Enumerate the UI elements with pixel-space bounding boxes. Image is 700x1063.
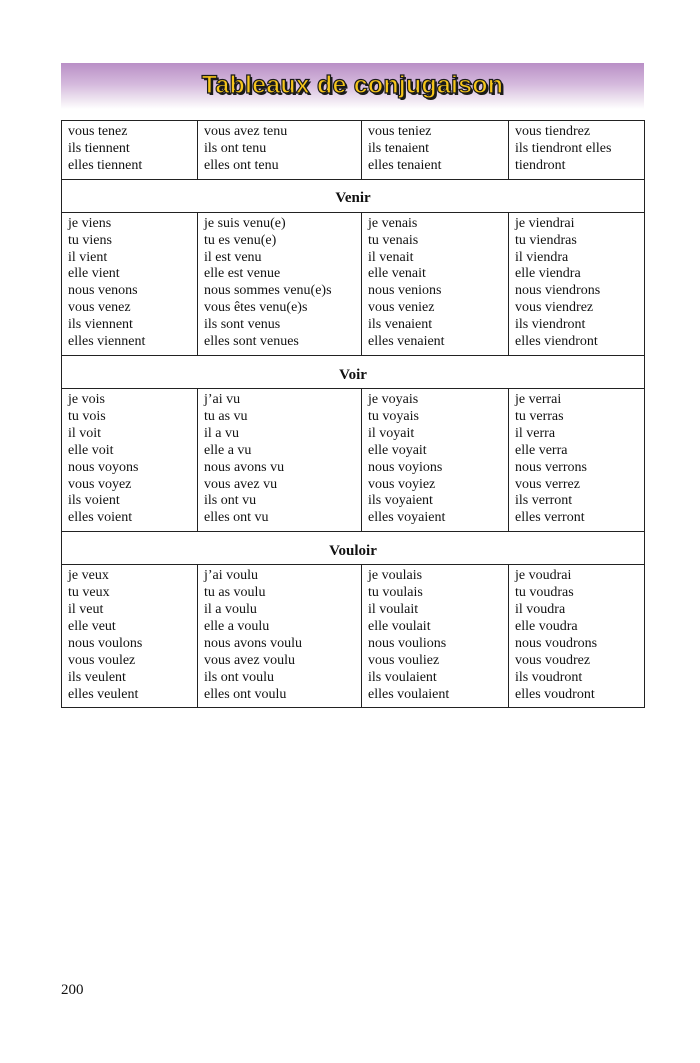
conjugation-form: j’ai voulu [204,568,259,584]
conjugation-form: je voudrai [515,568,572,584]
conjugation-form: je veux [68,568,109,584]
table-row [62,212,645,355]
conjugation-form: ils ont tenu [204,140,267,156]
conjugation-form: vous veniez [368,300,435,316]
conjugation-form: elles tenaient [368,157,442,173]
conjugation-form: elle voit [68,442,114,458]
conjugation-form: nous avons voulu [204,635,302,651]
verb-heading: Venir [62,179,645,212]
conjugation-form: ils veulent [68,669,126,685]
conjugation-cell [62,565,198,708]
conjugation-form: ils tiendront elles [515,140,612,156]
conjugation-form: il voudra [515,602,566,618]
conjugation-form: elles ont tenu [204,157,279,173]
conjugation-form: ils viennent [68,317,133,333]
conjugation-form: tu es venu(e) [204,232,277,248]
conjugation-form: elles tiennent [68,157,143,173]
conjugation-form: je suis venu(e) [204,215,286,231]
conjugation-form: elle venait [368,266,426,282]
conjugation-form: elles ont vu [204,510,269,526]
table-row [62,121,645,180]
conjugation-form: nous sommes venu(e)s [204,283,332,299]
conjugation-form: elles voudront [515,686,595,702]
conjugation-cell [198,388,362,531]
conjugation-form: ils voyaient [368,493,433,509]
conjugation-form: elle a vu [204,442,252,458]
conjugation-form: elle viendra [515,266,581,282]
conjugation-form: tu viendras [515,232,577,248]
conjugation-form: vous êtes venu(e)s [204,300,308,316]
conjugation-form: je verrai [515,391,562,407]
conjugation-form: vous avez vu [204,476,278,492]
conjugation-form: tu veux [68,585,110,601]
conjugation-cell [509,121,645,180]
conjugation-form: ils tiennent [68,140,130,156]
conjugation-form: tu as vu [204,408,248,424]
conjugation-form: il voulait [368,602,419,618]
conjugation-form: je venais [368,215,418,231]
verb-heading-row [62,532,645,565]
conjugation-form: il a vu [204,425,239,441]
conjugation-form: elle voulait [368,618,431,634]
conjugation-form: elle est venue [204,266,281,282]
conjugation-form: ils verront [515,493,573,509]
conjugation-form: vous verrez [515,476,580,492]
conjugation-form: il vient [68,249,108,265]
conjugation-cell [362,388,509,531]
conjugation-form: tu verras [515,408,564,424]
conjugation-form: vous avez voulu [204,652,295,668]
conjugation-form: vous voulez [68,652,136,668]
conjugation-cell [62,121,198,180]
conjugation-form: il veut [68,602,104,618]
conjugation-form: nous viendrons [515,283,601,299]
conjugation-form: il verra [515,425,556,441]
conjugation-form: nous voulons [68,635,143,651]
conjugation-cell [198,212,362,355]
conjugation-form: il venait [368,249,414,265]
conjugation-form: nous avons vu [204,459,285,475]
verb-heading: Voir [62,355,645,388]
conjugation-form: il voyait [368,425,415,441]
conjugation-form: ils viendront [515,317,586,333]
conjugation-form: elle vient [68,266,120,282]
conjugation-form: il est venu [204,249,262,265]
conjugation-form: elle voyait [368,442,427,458]
conjugation-form: ils voient [68,493,120,509]
conjugation-form: tiendront [515,157,566,173]
conjugation-form: ils ont voulu [204,669,275,685]
conjugation-form: elles viendront [515,334,598,350]
conjugation-cell [509,212,645,355]
conjugation-form: il voit [68,425,102,441]
conjugation-form: elles sont venues [204,334,299,350]
verb-heading: Vouloir [62,532,645,565]
conjugation-form: il a voulu [204,602,257,618]
conjugation-form: je voulais [368,568,423,584]
conjugation-cell [198,121,362,180]
conjugation-form: je vois [68,391,105,407]
conjugation-form: ils tenaient [368,140,430,156]
conjugation-form: vous tenez [68,124,128,139]
conjugation-form: elles viennent [68,334,146,350]
conjugation-form: elle voudra [515,618,578,634]
conjugation-form: nous verrons [515,459,587,475]
conjugation-form: il viendra [515,249,569,265]
conjugation-form: ils sont venus [204,317,281,333]
conjugation-form: elle veut [68,618,116,634]
conjugation-form: j’ai vu [204,391,241,407]
conjugation-form: elles voient [68,510,133,526]
conjugation-form: nous voyons [68,459,139,475]
conjugation-form: je viendrai [515,215,575,231]
conjugation-form: elles voyaient [368,510,446,526]
conjugation-form: tu voulais [368,585,423,601]
verb-heading-row [62,355,645,388]
conjugation-form: je voyais [368,391,419,407]
conjugation-form: vous teniez [368,124,432,139]
conjugation-form: ils voulaient [368,669,437,685]
table-row [62,388,645,531]
conjugation-form: elles venaient [368,334,445,350]
conjugation-form: nous voyions [368,459,443,475]
page-title: Tableaux de conjugaison [201,70,504,99]
conjugation-form: vous voudrez [515,652,591,668]
conjugation-cell [362,212,509,355]
conjugation-form: nous venons [68,283,138,299]
conjugation-cell [198,565,362,708]
conjugation-form: vous viendrez [515,300,594,316]
conjugation-form: elle a voulu [204,618,270,634]
conjugation-form: ils voudront [515,669,583,685]
conjugation-form: tu voudras [515,585,574,601]
conjugation-cell [509,388,645,531]
title-banner [61,63,644,109]
conjugation-cell [509,565,645,708]
table-row [62,565,645,708]
conjugation-form: vous tiendrez [515,124,591,139]
conjugation-form: tu venais [368,232,419,248]
conjugation-form: elles voulaient [368,686,450,702]
conjugation-form: je viens [68,215,112,231]
conjugation-form: ils ont vu [204,493,257,509]
conjugation-table [61,120,645,708]
conjugation-cell [362,565,509,708]
conjugation-cell [62,388,198,531]
conjugation-form: elles ont voulu [204,686,287,702]
conjugation-form: elles verront [515,510,585,526]
conjugation-form: tu viens [68,232,112,248]
conjugation-form: tu as voulu [204,585,266,601]
conjugation-form: vous voyez [68,476,132,492]
conjugation-form: ils venaient [368,317,433,333]
conjugation-cell [362,121,509,180]
conjugation-cell [62,212,198,355]
conjugation-form: vous venez [68,300,131,316]
verb-heading-row [62,179,645,212]
conjugation-form: vous avez tenu [204,124,288,139]
conjugation-form: elle verra [515,442,568,458]
page-number: 200 [61,982,84,998]
conjugation-form: vous vouliez [368,652,440,668]
conjugation-form: vous voyiez [368,476,436,492]
conjugation-form: elles veulent [68,686,139,702]
conjugation-form: nous venions [368,283,442,299]
conjugation-form: nous voulions [368,635,447,651]
conjugation-form: tu voyais [368,408,419,424]
conjugation-form: nous voudrons [515,635,598,651]
conjugation-form: tu vois [68,408,106,424]
